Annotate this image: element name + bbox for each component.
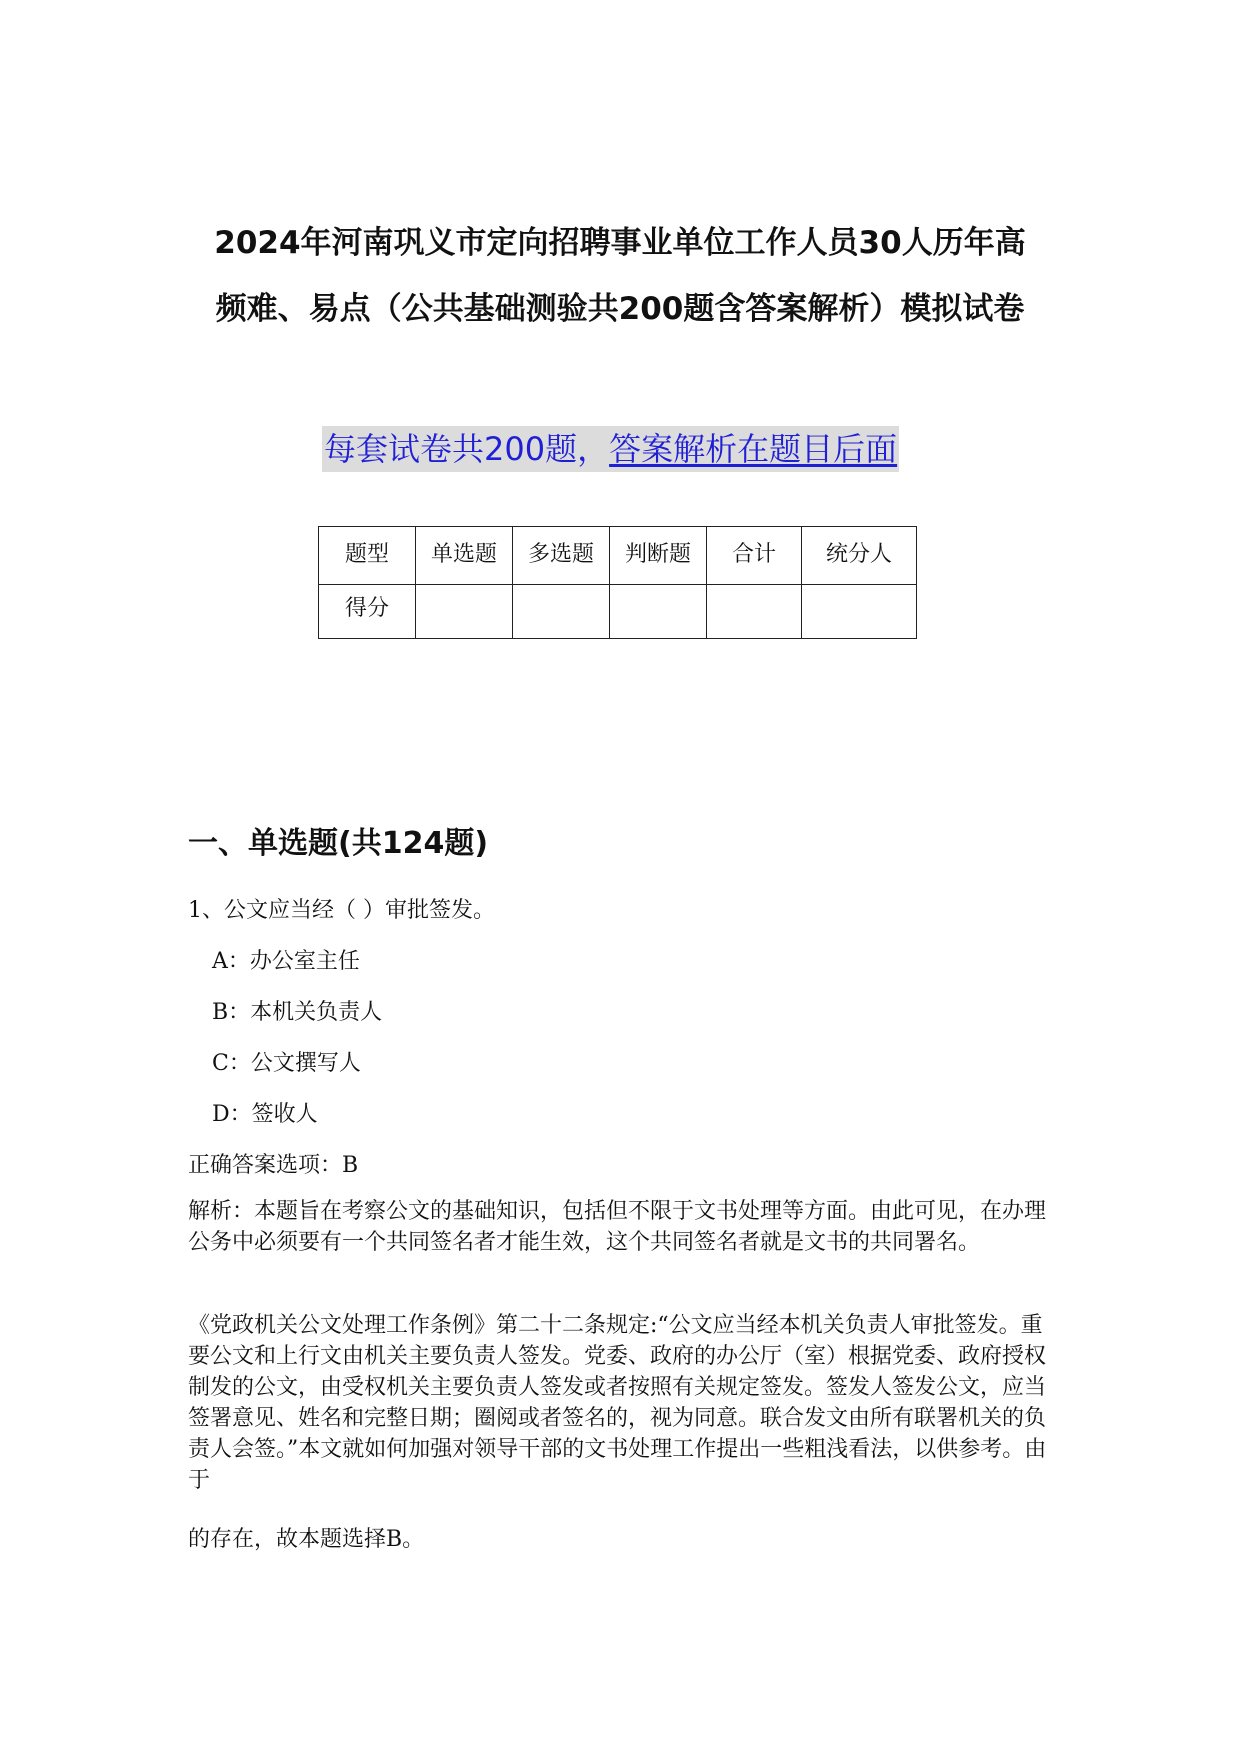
score-table	[318, 526, 917, 639]
header-cell-true-false: 判断题	[610, 527, 707, 585]
header-cell-scorer: 统分人	[802, 527, 917, 585]
header-cell-total: 合计	[707, 527, 802, 585]
score-table-score-row	[319, 585, 917, 639]
question-stem: 1、公文应当经（ ）审批签发。	[188, 898, 495, 923]
regulation-quote-paragraph: 《党政机关公文处理工作条例》第二十二条规定:“公文应当经本机关负责人审批签发。重要公文和上行文由机关主要负责人签发。党委、政府的办公厅（室）根据党委、政府授权制发的公文，由受权机关主要负责人签发或者按照有关规定签发。签发人签发公文，应当签署意见、姓名和完整日期；圈阅或者签名的，视为同意。联合发文由所有联署机关的负责人会签。”本文就如何加强对领导干部的文书处理工作提出一些粗浅看法，以供参考。由于	[188, 1313, 1047, 1493]
option-b: B：本机关负责人	[212, 1000, 383, 1025]
score-cell-scorer[interactable]	[802, 585, 917, 639]
section-heading: 一、单选题(共124题)	[188, 826, 489, 861]
correct-answer: 正确答案选项：B	[188, 1153, 359, 1178]
option-d: D：签收人	[212, 1102, 318, 1127]
document-title	[150, 210, 1090, 342]
header-cell-multiple-choice: 多选题	[513, 527, 610, 585]
score-table-header-row	[319, 527, 917, 585]
title-line-2: 频难、易点（公共基础测验共200题含答案解析）模拟试卷	[215, 291, 1025, 327]
analysis-paragraph: 解析：本题旨在考察公文的基础知识，包括但不限于文书处理等方面。由此可见，在办理公务中必须要有一个共同签名者才能生效，这个共同签名者就是文书的共同署名。	[188, 1199, 1047, 1255]
conclusion-text: 的存在，故本题选择B。	[188, 1527, 425, 1552]
option-c: C：公文撰写人	[212, 1051, 361, 1076]
header-cell-type: 题型	[319, 527, 416, 585]
score-row-label: 得分	[319, 585, 416, 639]
score-cell-multiple-choice[interactable]	[513, 585, 610, 639]
option-a: A：办公室主任	[212, 949, 360, 974]
header-cell-single-choice: 单选题	[416, 527, 513, 585]
answer-location-link[interactable]: 答案解析在题目后面	[609, 430, 898, 468]
score-cell-single-choice[interactable]	[416, 585, 513, 639]
score-cell-total[interactable]	[707, 585, 802, 639]
banner-text: 每套试卷共200题，	[324, 430, 610, 468]
title-line-1: 2024年河南巩义市定向招聘事业单位工作人员30人历年高	[214, 225, 1026, 261]
score-cell-true-false[interactable]	[610, 585, 707, 639]
exam-info-banner	[322, 426, 899, 472]
